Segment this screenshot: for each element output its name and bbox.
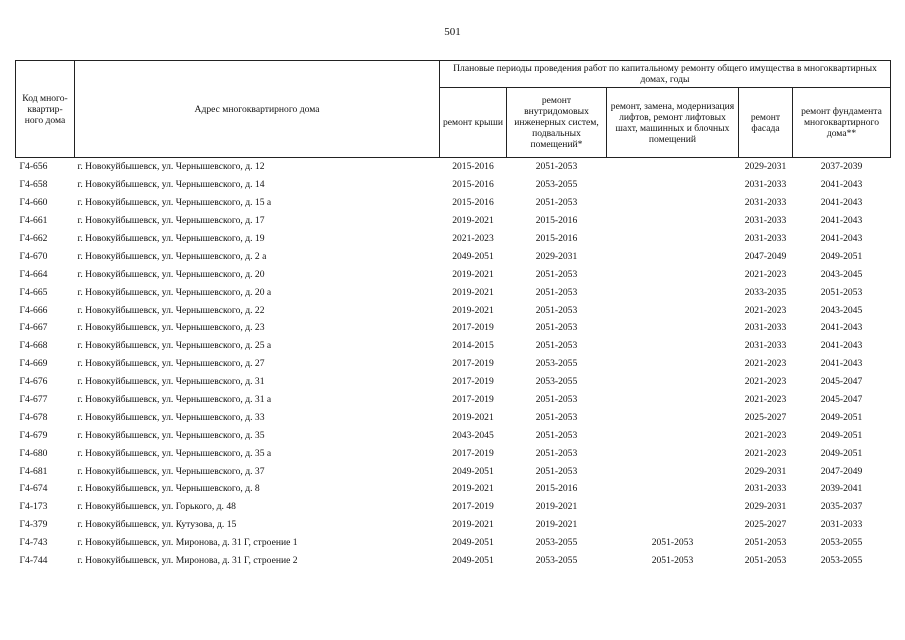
table-row [16,337,891,355]
cell-elevators [607,462,739,480]
cell-code: Г4-666 [19,304,48,316]
cell-address: г. Новокуйбышевск, ул. Чернышевского, д. 17 [77,215,265,227]
table-row [16,480,891,498]
cell-foundation: 2041-2043 [820,340,863,352]
header-elevators: ремонт, замена, модернизация лифтов, ремонт лифтовых шахт, машинных и блочных помещений [607,88,739,158]
cell-foundation: 2053-2055 [820,555,863,567]
cell-address: г. Новокуйбышевск, ул. Горького, д. 48 [77,501,236,513]
cell-utilities: 2015-2016 [535,233,578,244]
cell-roof: 2017-2019 [452,501,494,513]
cell-facade: 2025-2027 [744,411,787,423]
header-utilities: ремонт внутридомовых инженерных систем, подвальных помещений* [507,88,607,158]
cell-utilities: 2053-2055 [535,555,578,567]
cell-roof: 2014-2015 [452,340,494,352]
header-address: Адрес многоквартирного дома [75,61,440,158]
cell-elevators [607,158,739,176]
cell-elevators [607,391,739,409]
cell-roof: 2049-2051 [452,250,494,262]
cell-elevators [607,426,739,444]
cell-utilities: 2051-2053 [535,465,578,477]
cell-foundation: 2041-2043 [820,322,863,334]
cell-foundation: 2041-2043 [820,358,863,370]
cell-utilities: 2051-2053 [535,286,578,298]
cell-elevators [607,247,739,265]
cell-elevators [607,516,739,534]
cell-utilities: 2053-2055 [535,358,578,370]
cell-facade: 2029-2031 [744,161,787,173]
cell-address: г. Новокуйбышевск, ул. Чернышевского, д. 27 [77,358,265,370]
cell-code: Г4-670 [19,250,48,262]
cell-elevators [607,355,739,373]
cell-facade: 2031-2033 [744,197,787,209]
cell-roof: 2015-2016 [452,161,494,173]
cell-facade: 2031-2033 [744,179,787,191]
table-row [16,194,891,212]
cell-utilities: 2051-2053 [535,322,578,334]
cell-foundation: 2041-2043 [820,179,863,191]
cell-roof: 2017-2019 [452,376,494,388]
header-roof: ремонт крыши [440,88,507,158]
cell-facade: 2029-2031 [744,501,787,513]
cell-roof: 2021-2023 [452,233,494,244]
cell-code: Г4-680 [19,447,48,459]
cell-foundation: 2043-2045 [820,304,863,316]
cell-facade: 2031-2033 [744,322,787,334]
cell-roof: 2019-2021 [452,483,494,495]
cell-foundation: 2043-2045 [820,268,863,280]
cell-utilities: 2053-2055 [535,376,578,388]
cell-facade: 2029-2031 [744,465,787,477]
cell-utilities: 2019-2021 [535,501,578,513]
cell-address: г. Новокуйбышевск, ул. Чернышевского, д. 8 [77,483,260,495]
cell-code: Г4-661 [19,215,48,227]
cell-elevators [607,212,739,230]
cell-address: г. Новокуйбышевск, ул. Чернышевского, д. 33 [77,411,265,423]
cell-facade: 2021-2023 [744,447,787,459]
cell-utilities: 2015-2016 [535,215,578,227]
cell-facade: 2031-2033 [744,483,787,495]
cell-address: г. Новокуйбышевск, ул. Чернышевского, д. 15 а [77,197,272,209]
cell-address: г. Новокуйбышевск, ул. Чернышевского, д. 25 а [77,340,272,352]
cell-utilities: 2019-2021 [535,519,578,531]
cell-address: г. Новокуйбышевск, ул. Чернышевского, д. 20 а [77,286,272,298]
cell-utilities: 2051-2053 [535,161,578,173]
table-row [16,283,891,301]
table-row [16,426,891,444]
table-row [16,498,891,516]
cell-elevators [607,337,739,355]
cell-code: Г4-667 [19,322,48,334]
cell-elevators [607,444,739,462]
cell-code: Г4-744 [19,555,48,567]
cell-facade: 2021-2023 [744,394,787,406]
cell-code: Г4-660 [19,197,48,209]
capital-repair-table [15,60,891,569]
cell-foundation: 2037-2039 [820,161,863,173]
cell-elevators [607,301,739,319]
cell-foundation: 2051-2053 [820,286,863,298]
cell-code: Г4-679 [19,429,48,441]
cell-utilities: 2051-2053 [535,304,578,316]
cell-elevators [607,373,739,391]
table-row [16,230,891,248]
cell-facade: 2031-2033 [744,215,787,227]
table-row [16,552,891,570]
cell-elevators [607,283,739,301]
cell-address: г. Новокуйбышевск, ул. Чернышевского, д. 35 [77,429,265,441]
cell-facade: 2031-2033 [744,233,787,244]
cell-address: г. Новокуйбышевск, ул. Чернышевского, д. 22 [77,304,265,316]
cell-roof: 2019-2021 [452,519,494,531]
table-row [16,247,891,265]
cell-roof: 2015-2016 [452,179,494,191]
cell-utilities: 2051-2053 [535,394,578,406]
cell-foundation: 2049-2051 [820,411,863,423]
cell-roof: 2017-2019 [452,394,494,406]
cell-address: г. Новокуйбышевск, ул. Чернышевского, д. 2 а [77,250,267,262]
cell-elevators [607,480,739,498]
cell-roof: 2019-2021 [452,411,494,423]
cell-code: Г4-664 [19,268,48,280]
cell-code: Г4-678 [19,411,48,423]
table-row [16,408,891,426]
cell-elevators [607,230,739,248]
cell-facade: 2031-2033 [744,340,787,352]
table-row [16,373,891,391]
cell-address: г. Новокуйбышевск, ул. Чернышевского, д. 35 а [77,447,272,459]
cell-foundation: 2035-2037 [820,501,863,513]
cell-address: г. Новокуйбышевск, ул. Чернышевского, д. 14 [77,179,265,191]
cell-elevators [607,194,739,212]
cell-code: Г4-743 [19,537,48,549]
cell-address: г. Новокуйбышевск, ул. Чернышевского, д. 19 [77,233,265,244]
cell-roof: 2049-2051 [452,555,494,567]
cell-foundation: 2049-2051 [820,429,863,441]
table-row [16,444,891,462]
cell-code: Г4-676 [19,376,48,388]
cell-address: г. Новокуйбышевск, ул. Чернышевского, д. 23 [77,322,265,334]
cell-foundation: 2041-2043 [820,215,863,227]
cell-address: г. Новокуйбышевск, ул. Чернышевского, д. 31 [77,376,265,388]
cell-code: Г4-379 [19,519,48,531]
header-foundation: ремонт фундамента многоквартирного дома** [793,88,891,158]
cell-foundation: 2039-2041 [820,483,863,495]
cell-roof: 2019-2021 [452,304,494,316]
header-periods: Плановые периоды проведения работ по капитальному ремонту общего имущества в многоквартирных домах, годы [440,61,891,88]
cell-utilities: 2029-2031 [535,250,578,262]
cell-code: Г4-656 [19,161,48,173]
cell-roof: 2017-2019 [452,358,494,370]
header-code: Код много- квартир- ного дома [16,61,75,158]
cell-elevators [607,498,739,516]
cell-roof: 2019-2021 [452,268,494,280]
cell-facade: 2025-2027 [744,519,787,531]
cell-roof: 2019-2021 [452,286,494,298]
cell-roof: 2043-2045 [452,429,494,441]
table-row [16,355,891,373]
cell-foundation: 2049-2051 [820,250,863,262]
cell-utilities: 2053-2055 [535,537,578,549]
cell-foundation: 2041-2043 [820,197,863,209]
table-row [16,462,891,480]
cell-utilities: 2051-2053 [535,340,578,352]
cell-foundation: 2041-2043 [820,233,863,244]
cell-facade: 2051-2053 [744,555,787,567]
table-row [16,176,891,194]
cell-elevators [607,176,739,194]
cell-utilities: 2051-2053 [535,268,578,280]
cell-foundation: 2047-2049 [820,465,863,477]
cell-facade: 2021-2023 [744,304,787,316]
cell-facade: 2021-2023 [744,429,787,441]
cell-roof: 2015-2016 [452,197,494,209]
cell-foundation: 2045-2047 [820,394,863,406]
cell-address: г. Новокуйбышевск, ул. Чернышевского, д. 12 [77,161,265,173]
table-row [16,534,891,552]
cell-elevators [607,408,739,426]
cell-facade: 2021-2023 [744,376,787,388]
cell-foundation: 2049-2051 [820,447,863,459]
cell-code: Г4-681 [19,465,48,477]
cell-elevators: 2051-2053 [651,537,694,549]
table-row [16,265,891,283]
cell-elevators: 2051-2053 [651,555,694,567]
cell-facade: 2047-2049 [744,250,787,262]
cell-code: Г4-658 [19,179,48,191]
cell-foundation: 2045-2047 [820,376,863,388]
cell-code: Г4-662 [19,233,48,244]
cell-code: Г4-674 [19,483,48,495]
cell-facade: 2051-2053 [744,537,787,549]
table-row [16,391,891,409]
cell-address: г. Новокуйбышевск, ул. Чернышевского, д. 20 [77,268,265,280]
cell-roof: 2049-2051 [452,537,494,549]
cell-code: Г4-669 [19,358,48,370]
cell-facade: 2021-2023 [744,268,787,280]
cell-elevators [607,265,739,283]
table-row [16,516,891,534]
cell-utilities: 2051-2053 [535,429,578,441]
cell-address: г. Новокуйбышевск, ул. Чернышевского, д. 37 [77,465,265,477]
header-facade: ремонт фасада [739,88,793,158]
cell-utilities: 2051-2053 [535,411,578,423]
table-row [16,212,891,230]
cell-code: Г4-173 [19,501,48,513]
cell-roof: 2019-2021 [452,215,494,227]
cell-code: Г4-677 [19,394,48,406]
cell-elevators [607,319,739,337]
table-body [16,158,891,570]
page-number: 501 [444,26,461,38]
cell-code: Г4-665 [19,286,48,298]
cell-address: г. Новокуйбышевск, ул. Кутузова, д. 15 [77,519,237,531]
cell-roof: 2017-2019 [452,322,494,334]
cell-facade: 2033-2035 [744,286,787,298]
cell-roof: 2049-2051 [452,465,494,477]
cell-utilities: 2053-2055 [535,179,578,191]
cell-foundation: 2031-2033 [820,519,863,531]
table-row [16,158,891,176]
table-row [16,301,891,319]
cell-utilities: 2051-2053 [535,447,578,459]
cell-facade: 2021-2023 [744,358,787,370]
cell-address: г. Новокуйбышевск, ул. Миронова, д. 31 Г, строение 2 [77,555,298,567]
cell-roof: 2017-2019 [452,447,494,459]
cell-foundation: 2053-2055 [820,537,863,549]
cell-code: Г4-668 [19,340,48,352]
cell-utilities: 2015-2016 [535,483,578,495]
cell-address: г. Новокуйбышевск, ул. Чернышевского, д. 31 а [77,394,272,406]
table-header [16,61,891,158]
table-row [16,319,891,337]
cell-address: г. Новокуйбышевск, ул. Миронова, д. 31 Г, строение 1 [77,537,298,549]
cell-utilities: 2051-2053 [535,197,578,209]
